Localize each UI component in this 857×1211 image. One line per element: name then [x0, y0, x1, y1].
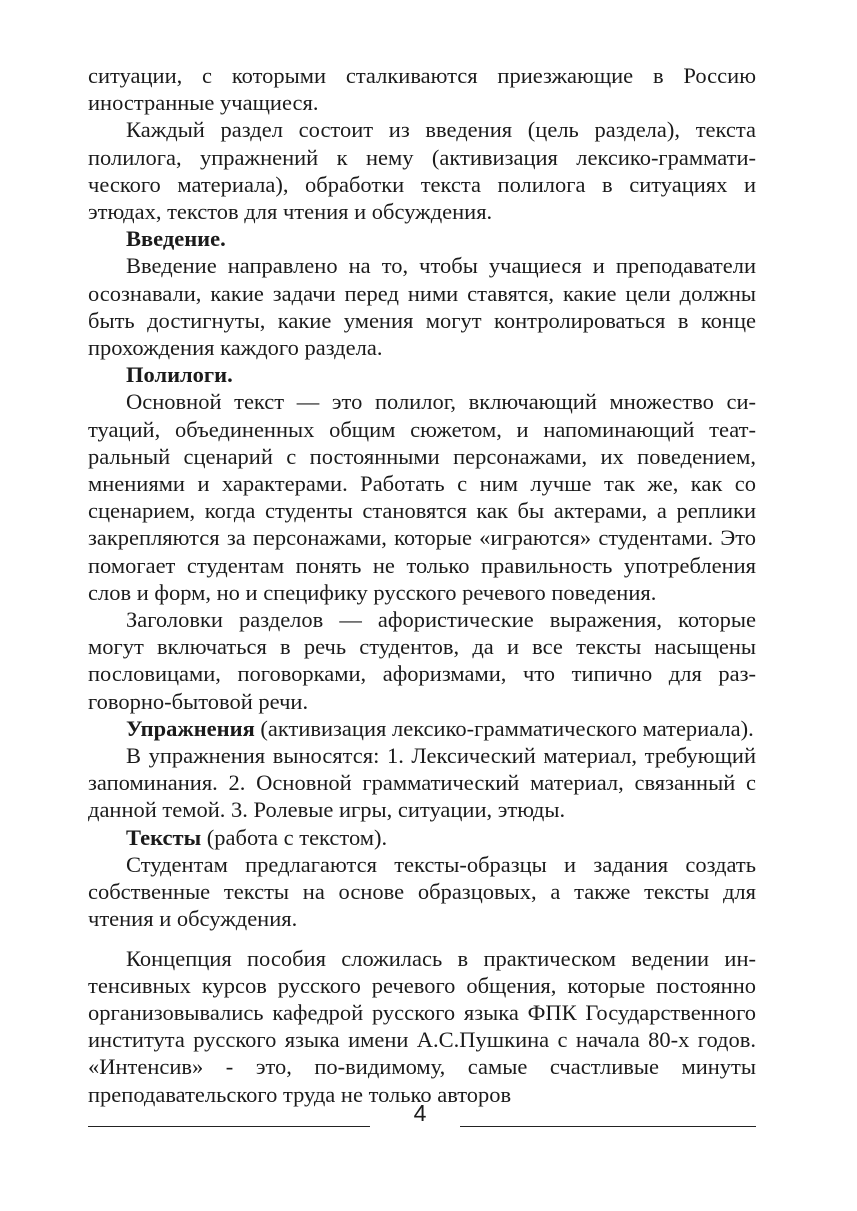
heading-introduction: Введение. [126, 226, 226, 252]
paragraph-concept: Концепция пособия сложилась в практическом ведении интенсивных курсов русского речевого общения, которые постоянно организовывались кафедрой русского языка ФПК Государственного института русского языка имени А.С.Пушкина с начала 80-х годов. «Интенсив» - это, по-видимому, самые счастливые минуты преподавательского труда не только авторов [88, 945, 756, 1107]
footer-rule-right [460, 1126, 756, 1127]
paragraph-exercises-heading [88, 715, 756, 742]
paragraph-exercises: В упражнения выносятся: 1. Лексический материал, требующий запоминания. 2. Основной грамматический материал, связанный с данной темой. 3. Ролевые игры, ситуации, этюды. [88, 743, 756, 823]
paragraph-texts-heading [88, 824, 756, 851]
heading-texts-rest: (работа с текстом). [201, 824, 388, 850]
paragraph-sections-overview: Каждый раздел состоит из введения (цель раздела), текста полилога, упражнений к нему (активизация лексико-грамматического материала), обработки текста полилога в ситуациях и этюдах, текстов для чтения и обсуждения. [88, 117, 756, 225]
heading-texts: Тексты [126, 824, 202, 850]
paragraph-section-titles: Заголовки разделов — афористические выражения, которые могут включаться в речь студентов, да и все тексты насыщены пословицами, поговорками, афоризмами, что типично для разговорно-бытовой речи. [88, 607, 756, 714]
page-body [88, 62, 756, 1108]
page-footer [88, 1098, 756, 1138]
heading-exercises-rest: (активизация лексико-грамматического материала). [254, 715, 754, 741]
paragraph-intro-continued: ситуации, с которыми сталкиваются приезжающие в Россию иностранные учащиеся. [88, 63, 756, 116]
paragraph-polylogues: Основной текст — это полилог, включающий множество ситуаций, объединенных общим сюжетом, и напоминающий театральный сценарий с постоянными персонажами, их поведением, мнениями и характерами. Работать с ним лучше так же, как со сценарием, когда студенты становятся как бы актерами, а реплики закрепляются за персонажами, которые «играются» студентами. Это помогает студентам понять не только правильность употребления слов и форм, но и специфику русского речевого поведения. [88, 389, 756, 605]
heading-polylogues: Полилоги. [126, 362, 233, 388]
paragraph-texts: Студентам предлагаются тексты-образцы и задания создать собственные тексты на основе образцовых, а также тексты для чтения и обсуждения. [88, 851, 756, 932]
heading-exercises: Упражнения [126, 715, 255, 741]
page-number: 4 [413, 1100, 427, 1126]
paragraph-introduction: Введение направлено на то, чтобы учащиеся и преподаватели осознавали, какие задачи перед ними ставятся, какие цели должны быть достигнуты, какие умения могут контролироваться в конце прохождения каждого раздела. [88, 253, 756, 361]
footer-rule-left [88, 1126, 370, 1127]
